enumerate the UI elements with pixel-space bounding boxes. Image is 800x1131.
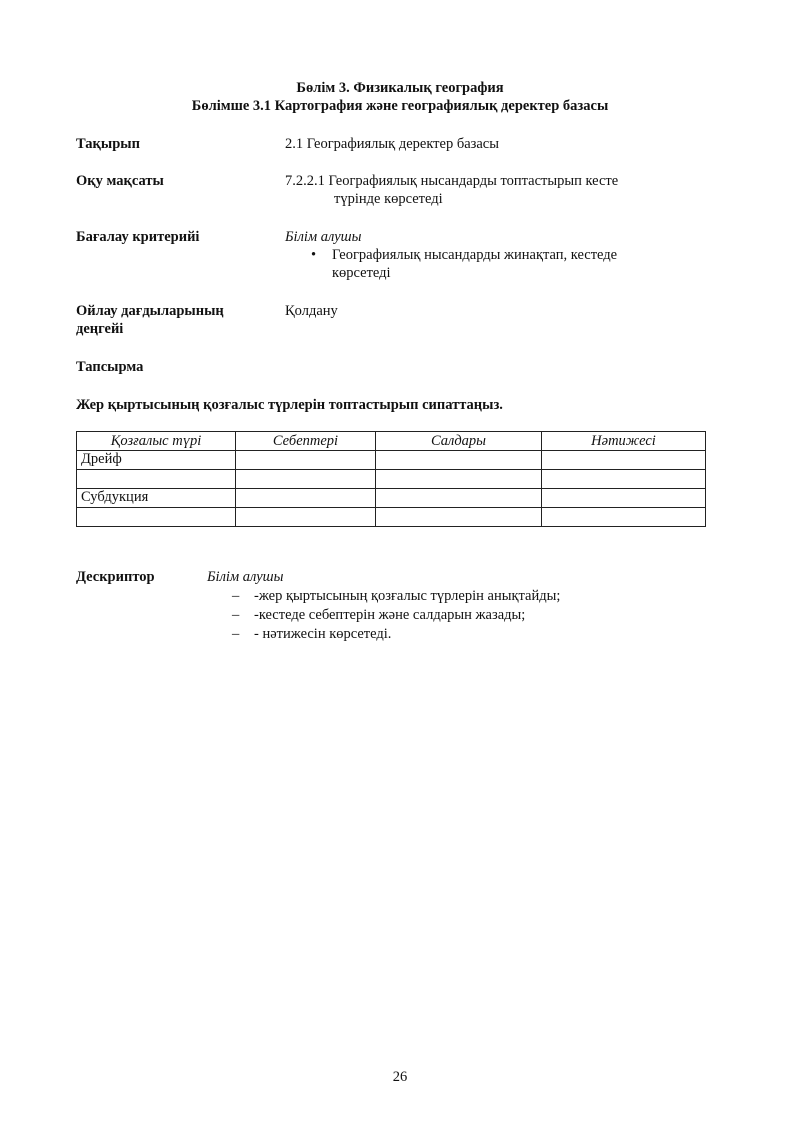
descriptor-item-text: -кестеде себептерін және салдарын жазады; — [254, 607, 526, 623]
goal-value-line1: 7.2.2.1 Географиялық нысандарды топтастырып кесте — [285, 173, 619, 189]
table-cell: Субдукция — [77, 489, 236, 508]
descriptor-item-text: -жер қыртысының қозғалыс түрлерін анықтайды; — [254, 588, 561, 604]
table-cell — [236, 451, 376, 470]
table-header-row — [77, 432, 706, 451]
movement-types-table — [76, 431, 706, 527]
table-header-cell: Салдары — [376, 432, 542, 451]
table-cell — [77, 508, 236, 527]
table-cell — [542, 489, 706, 508]
table-row — [77, 470, 706, 489]
descriptor-learner: Білім алушы — [207, 569, 284, 585]
table-row — [77, 489, 706, 508]
table-cell — [376, 508, 542, 527]
goal-value-line2: түрінде көрсетеді — [334, 191, 443, 207]
table-header-cell: Қозғалыс түрі — [77, 432, 236, 451]
table-header-cell: Себептері — [236, 432, 376, 451]
subsection-title: Бөлімше 3.1 Картография және географиялық деректер базасы — [191, 98, 609, 114]
table-cell — [376, 451, 542, 470]
table-cell — [77, 470, 236, 489]
descriptor-item-text: - нәтижесін көрсетеді. — [254, 626, 392, 642]
task-instruction: Жер қыртысының қозғалыс түрлерін топтастырып сипаттаңыз. — [76, 397, 503, 413]
goal-label: Оқу мақсаты — [76, 173, 164, 189]
criteria-learner: Білім алушы — [285, 229, 362, 245]
thinking-label-line1: Ойлау дағдыларының — [76, 303, 224, 319]
topic-value: 2.1 Географиялық деректер базасы — [285, 136, 499, 152]
descriptor-label: Дескриптор — [76, 569, 155, 585]
criteria-label: Бағалау критерийі — [76, 229, 200, 245]
bullet-icon: • — [311, 247, 317, 263]
dash-icon: – — [232, 607, 240, 623]
table-row — [77, 451, 706, 470]
table-cell: Дрейф — [77, 451, 236, 470]
criteria-bullet-line2: көрсетеді — [332, 265, 391, 281]
thinking-value: Қолдану — [285, 303, 338, 319]
thinking-label-line2: деңгейі — [76, 321, 124, 337]
table-cell — [542, 451, 706, 470]
table-header-cell: Нәтижесі — [542, 432, 706, 451]
table-cell — [236, 508, 376, 527]
task-label: Тапсырма — [76, 359, 144, 375]
table-cell — [542, 470, 706, 489]
table-cell — [376, 470, 542, 489]
dash-icon: – — [232, 588, 240, 604]
section-title: Бөлім 3. Физикалық география — [296, 80, 504, 96]
table-cell — [236, 489, 376, 508]
table-cell — [236, 470, 376, 489]
dash-icon: – — [232, 626, 240, 642]
table-row — [77, 508, 706, 527]
topic-label: Тақырып — [76, 136, 140, 152]
table-cell — [376, 489, 542, 508]
criteria-bullet-line1: Географиялық нысандарды жинақтап, кестеде — [332, 247, 618, 263]
table-cell — [542, 508, 706, 527]
page-number: 26 — [392, 1069, 408, 1085]
